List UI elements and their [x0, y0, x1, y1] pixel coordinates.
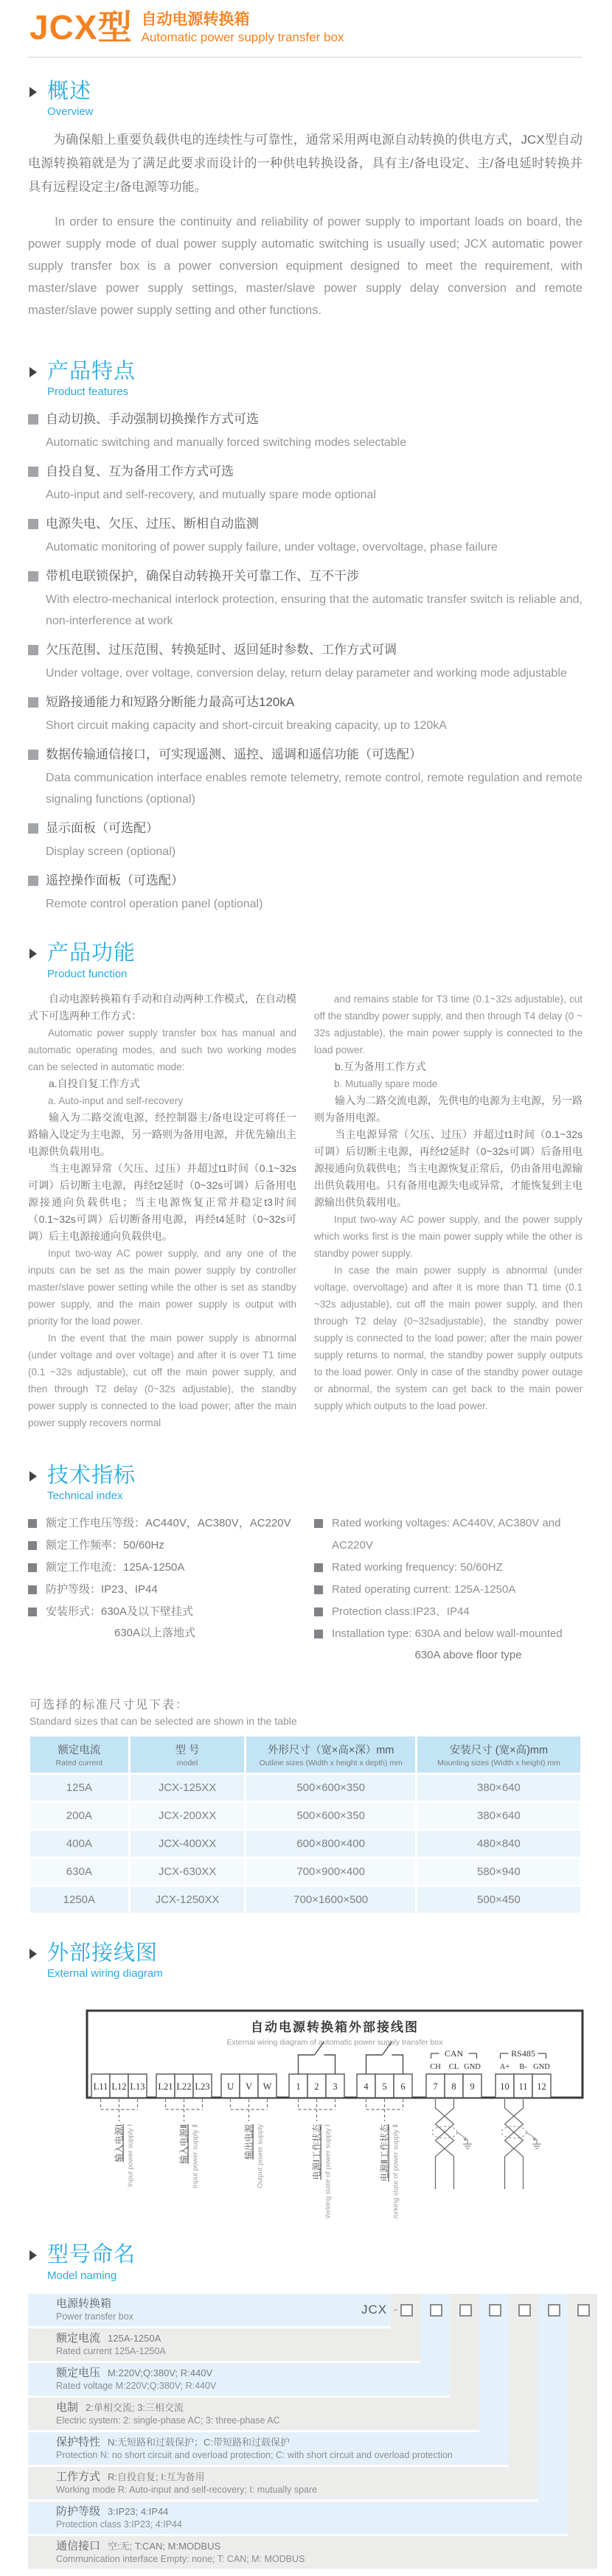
- bus-pin-label: A+: [499, 2063, 510, 2072]
- terminal-label: L23: [195, 2081, 210, 2092]
- naming-row-value-cn: 空:无; T:CAN; M:MODBUS: [108, 2540, 221, 2552]
- wiring-box-title-cn: 自动电源转换箱外部接线图: [251, 2020, 419, 2035]
- product-title-cn: 自动电源转换箱: [141, 11, 250, 28]
- wire-group-label-cn: 电源Ⅰ工作状态: [311, 2124, 322, 2180]
- sizes-note-en: Standard sizes that can be selected are shown in the table: [29, 1714, 297, 1727]
- naming-dash: -: [394, 2303, 397, 2316]
- wire-group-label-cn: 输入电源Ⅰ: [114, 2124, 125, 2163]
- naming-row-label-cn: 防护等级 3:IP23; 4:IP44: [56, 2505, 169, 2518]
- naming-row: [28, 2536, 597, 2569]
- table-cell: 500×450: [417, 1887, 580, 1913]
- naming-code-box: [430, 2304, 442, 2317]
- terminal-label: U: [226, 2081, 234, 2092]
- function-paragraph-en: b. Mutually spare mode: [334, 1078, 438, 1089]
- feature-text-cn: 欠压范围、过压范围、转换延时、返回延时参数、工作方式可调: [28, 639, 583, 661]
- feature-item: [28, 870, 583, 915]
- feature-item: [28, 817, 583, 862]
- feature-text-en: Automatic switching and manually forced switching modes selectable: [46, 436, 407, 450]
- naming-row-label-cn: 电制 2:单相交流; 3:三相交流: [56, 2401, 184, 2414]
- terminal-label: L11: [93, 2081, 108, 2092]
- sizes-column-header: [417, 1736, 580, 1773]
- section-wiring-heading: [28, 1941, 583, 1980]
- bullet-square-icon: [28, 1541, 37, 1550]
- bus-name-label: RS485: [511, 2048, 535, 2059]
- naming-row-label-en: Protection class 3:IP23; 4:IP44: [56, 2519, 182, 2530]
- bullet-square-icon: [314, 1519, 323, 1528]
- function-paragraph-en: Input two-way AC power supply, and the power supply which works first is the main power supply while the other is standby power supply.: [314, 1213, 583, 1259]
- table-cell: JCX-200XX: [131, 1803, 245, 1829]
- naming-row-label: [56, 2297, 133, 2323]
- sizes-column-header: [131, 1736, 245, 1773]
- naming-row: [28, 2294, 391, 2326]
- naming-row-label: [56, 2539, 305, 2566]
- standard-sizes-table: [28, 1734, 583, 1915]
- feature-text-en: Display screen (optional): [46, 845, 176, 859]
- terminal-label: 5: [382, 2081, 387, 2092]
- product-title-en: Automatic power supply transfer box: [141, 30, 344, 45]
- technical-index-item: Rated operating current: 125A-1250A: [314, 1579, 583, 1601]
- sizes-table-header-row: [30, 1736, 580, 1773]
- feature-text-cn: 自投自复、互为备用工作方式可选: [28, 461, 583, 483]
- feature-item: [28, 408, 583, 453]
- section-technical-heading: [28, 1464, 583, 1502]
- table-row: [30, 1859, 580, 1885]
- feature-text-en: Under voltage, over voltage, conversion delay, return delay parameter and working mode adjustable: [46, 667, 567, 680]
- sizes-header-en: Rated current: [55, 1758, 103, 1767]
- table-cell: 700×900×400: [246, 1859, 414, 1885]
- feature-text-en: Automatic monitoring of power supply failure, under voltage, overvoltage, phase failure: [46, 541, 498, 554]
- terminal-label: 1: [296, 2081, 301, 2092]
- technical-index-item: 防护等级：IP23、IP44: [28, 1579, 296, 1601]
- table-cell: 480×840: [417, 1831, 580, 1857]
- section-features-heading: [28, 360, 583, 398]
- bullet-square-icon: [28, 467, 38, 477]
- technical-index-item: Rated working frequency: 50/60HZ: [314, 1557, 583, 1579]
- section-naming-heading: [28, 2243, 583, 2281]
- naming-row-label-en: Rated current 125A-1250A: [56, 2345, 166, 2356]
- product-model-title: JCX型: [29, 8, 133, 46]
- twisted-pair-wire: [505, 2099, 524, 2189]
- naming-row-label: [56, 2401, 280, 2427]
- naming-row-label: [56, 2505, 182, 2531]
- table-cell: 600×800×400: [246, 1831, 414, 1857]
- table-row: [30, 1775, 580, 1801]
- technical-column-en: [314, 1512, 583, 1666]
- terminal-label: 11: [518, 2081, 528, 2092]
- technical-index-item: 安装形式：630A及以下壁挂式: [28, 1601, 296, 1623]
- table-cell: 500×600×350: [246, 1775, 414, 1801]
- bus-pin-label: B-: [519, 2063, 527, 2072]
- table-row: [30, 1831, 580, 1857]
- section-arrow-icon: [29, 1471, 37, 1481]
- terminal-label: 9: [470, 2081, 475, 2092]
- function-columns: [28, 991, 583, 1431]
- naming-code-box: [400, 2304, 413, 2317]
- overview-heading-cn: 概述: [47, 79, 92, 103]
- naming-row-label-en: Electric system: 2: single-phase AC; 3: three-phase AC: [56, 2415, 280, 2426]
- bullet-square-icon: [28, 876, 38, 886]
- sizes-header-cn: 额定电流: [58, 1744, 101, 1756]
- features-list: [28, 408, 583, 915]
- feature-item: [28, 744, 583, 810]
- naming-row: [28, 2502, 568, 2534]
- technical-index-item: 额定工作电流：125A-1250A: [28, 1557, 296, 1579]
- naming-row-label-cn: 工作方式 R:自投自复; I:互为备用: [56, 2470, 205, 2483]
- product-title-block: [141, 9, 344, 46]
- wire-group-label-cn: 输入电源Ⅱ: [178, 2124, 189, 2165]
- bullet-square-icon: [314, 1563, 323, 1572]
- feature-item: [28, 513, 583, 558]
- wiring-diagram-svg: [86, 1992, 584, 2219]
- table-cell: JCX-125XX: [131, 1775, 245, 1801]
- terminal-label: 6: [400, 2081, 406, 2092]
- technical-column-cn: [28, 1512, 296, 1666]
- bus-name-label: CAN: [444, 2048, 464, 2059]
- function-paragraph-en: In the event that the main power supply is abnormal (under voltage and over voltage) and after it is over T1 time (0.1 ~32s adjustable), cut off the main power supply, and then through T2 delay (0~32s adjustable), the standby power supply is connected to the load power; after the main power supply recovers normal: [28, 1332, 296, 1428]
- naming-row: [28, 2328, 420, 2361]
- bus-pin-label: GND: [533, 2063, 550, 2072]
- sizes-header-en: model: [176, 1758, 198, 1767]
- feature-text-cn: 带机电联锁保护，确保自动转换开关可靠工作、互不干涉: [28, 565, 583, 587]
- sizes-header-cn: 外形尺寸（宽×高×深）mm: [267, 1744, 394, 1756]
- wire-group-label-en: Input power supply Ⅰ: [126, 2124, 135, 2188]
- overview-heading-en: Overview: [47, 105, 94, 118]
- twisted-pair-wire: [505, 2099, 524, 2189]
- sizes-header-en: Mounting sizes (Width x height) mm: [437, 1758, 560, 1767]
- wire-group-label-en: Input power supply Ⅱ: [191, 2124, 200, 2189]
- naming-row-value-cn: 3:IP23; 4:IP44: [108, 2505, 169, 2517]
- feature-text-cn: 数据传输通信接口，可实现遥测、遥控、遥调和遥信功能（可选配）: [28, 744, 583, 766]
- bullet-square-icon: [28, 414, 38, 425]
- table-cell: 1250A: [30, 1887, 128, 1913]
- feature-item: [28, 565, 583, 632]
- section-arrow-icon: [29, 2250, 37, 2261]
- twisted-pair-wire: [436, 2099, 454, 2189]
- technical-index-subline: 630A above floor type: [414, 1648, 522, 1661]
- sizes-column-header: [30, 1736, 128, 1773]
- naming-row: [28, 2467, 538, 2499]
- naming-code-box: [518, 2304, 531, 2317]
- table-cell: 380×640: [417, 1803, 580, 1829]
- wire-group-label-en: Working state of power supply Ⅰ: [324, 2124, 333, 2219]
- page-header: [28, 0, 583, 46]
- table-cell: JCX-630XX: [131, 1859, 245, 1885]
- table-cell: 580×940: [417, 1859, 580, 1885]
- naming-row-value-cn: M:220V;Q:380V; R:440V: [108, 2367, 213, 2378]
- terminal-label: 3: [333, 2081, 338, 2092]
- function-paragraph-cn: 当主电源异常（欠压、过压）并超过t1时间（0.1~32s可调）后切断主电源，再经t2延时（0~32s可调）后备用电源接通向负载供电；当主电源恢复正常并稳定t3时间（0.1~32s可调）后切断备用电源，再经t4延时（0~32s可调）后主电源接通向负载供电。: [28, 1162, 296, 1242]
- table-row: [30, 1803, 580, 1829]
- function-paragraph-cn: 当主电源异常（欠压、过压）并超过t1时间（0.1~32s可调）后切断主电源，再经t2延时（0~32s可调）后备用电源接通向负载供电；当主电源恢复正常后，仍由备用电源输出供负载用电。只有备用电源失电或异常，才能恢复到主电源输出供负载用电。: [314, 1128, 583, 1208]
- technical-columns: [28, 1512, 583, 1666]
- function-paragraph-en: Input two-way AC power supply, and any one of the inputs can be set as the main power supply by controller master/slave power setting while the other is set as standby power supply, and the main power supply is output with priority for the load power.: [28, 1247, 296, 1327]
- feature-text-cn: 显示面板（可选配）: [28, 817, 583, 840]
- sizes-column-header: [246, 1736, 414, 1773]
- terminal-label: L13: [130, 2081, 145, 2092]
- table-cell: 380×640: [417, 1775, 580, 1801]
- overview-paragraph-en: In order to ensure the continuity and reliability of power supply to important loads on board, the power supply mode of dual power supply automatic switching is usually used; JCX automatic power supply transfer box is a power conversion equipment designed to meet the requirement, with master/slave power supply settings, master/slave power supply delay conversion and remote master/slave power supply setting and other functions.: [28, 214, 583, 317]
- wire-group-label-cn: 电源Ⅱ工作状态: [379, 2124, 390, 2182]
- bullet-square-icon: [314, 1608, 323, 1616]
- technical-heading-en: Technical index: [47, 1489, 123, 1502]
- bullet-square-icon: [314, 1585, 323, 1594]
- wiring-box-title-en: External wiring diagram of automatic power supply transfer box: [226, 2038, 443, 2048]
- function-paragraph-cn: b.互为备用工作方式: [335, 1060, 426, 1072]
- naming-row-label-cn: 额定电压 M:220V;Q:380V; R:440V: [56, 2366, 213, 2379]
- naming-row-label-en: Working mode R: Auto-input and self-recovery; I: mutually spare: [56, 2484, 318, 2495]
- function-column-right: [314, 991, 583, 1431]
- bus-pin-label: CH: [430, 2063, 441, 2072]
- terminal-label: L22: [176, 2081, 192, 2092]
- bullet-square-icon: [28, 519, 38, 529]
- bullet-square-icon: [28, 1585, 37, 1594]
- feature-item: [28, 691, 583, 736]
- feature-text-en: Short circuit making capacity and short-circuit breaking capacity, up to 120kA: [46, 719, 447, 733]
- overview-paragraph-cn: 为确保船上重要负载供电的连续性与可靠性，通常采用两电源自动转换的供电方式，JCX型自动电源转换箱就是为了满足此要求而设计的一种供电转换设备，具有主/备电设定、主/备电延时转换并具有远程设定主/备电源等功能。: [28, 132, 583, 194]
- naming-row-label: [56, 2366, 216, 2392]
- sizes-header-cn: 安装尺寸 (宽×高)mm: [449, 1744, 549, 1756]
- section-function-heading: [28, 941, 583, 980]
- feature-text-en: Remote control operation panel (optional): [46, 898, 263, 911]
- naming-row-label: [56, 2331, 166, 2358]
- wire-group-label-en: Output power supply: [256, 2124, 265, 2189]
- section-arrow-icon: [29, 949, 37, 959]
- naming-row: [28, 2432, 509, 2465]
- naming-step-column: [568, 2294, 597, 2569]
- features-heading-en: Product features: [47, 385, 129, 399]
- terminal-label: 7: [433, 2081, 438, 2092]
- bullet-square-icon: [28, 1563, 37, 1572]
- naming-code-box: [548, 2304, 560, 2317]
- feature-text-cn: 短路接通能力和短路分断能力最高可达120kA: [28, 691, 583, 713]
- feature-text-en: Auto-input and self-recovery, and mutually spare mode optional: [46, 489, 376, 502]
- function-paragraph-cn: 自动电源转换箱有手动和自动两种工作模式，在自动模式下可选两种工作方式：: [28, 992, 296, 1022]
- naming-row-label-en: Communication interface Empty: none; T: CAN; M: MODBUS: [56, 2553, 305, 2564]
- naming-row: [28, 2398, 479, 2430]
- naming-row-label-cn: 通信接口 空:无; T:CAN; M:MODBUS: [56, 2539, 221, 2552]
- wire-group-label-cn: 输出电源: [243, 2124, 254, 2160]
- bullet-square-icon: [28, 1608, 37, 1616]
- technical-index-item: 额定工作电压等级：AC440V，AC380V，AC220V: [28, 1512, 296, 1535]
- wire-group-label-en: Working state of power supply Ⅱ: [392, 2124, 400, 2219]
- terminal-label: 12: [537, 2081, 546, 2092]
- bus-pin-label: GND: [464, 2063, 481, 2072]
- sizes-header-en: Outline sizes (Width x height x depth) mm: [259, 1758, 403, 1767]
- feature-text-en: With electro-mechanical interlock protection, ensuring that the automatic transfer switch is reliable and, non-interference at work: [46, 593, 583, 628]
- section-arrow-icon: [29, 1949, 37, 1959]
- section-arrow-icon: [29, 367, 37, 377]
- function-heading-en: Product function: [47, 967, 128, 980]
- technical-index-item: Protection class:IP23、IP44: [314, 1601, 583, 1623]
- naming-row-label: [56, 2470, 317, 2496]
- feature-item: [28, 461, 583, 506]
- naming-row-label-cn: 保护特性 N:无短路和过载保护；C:带短路和过载保护: [56, 2435, 291, 2448]
- terminal-label: W: [262, 2081, 272, 2092]
- table-cell: 400A: [30, 1831, 128, 1857]
- table-cell: JCX-1250XX: [131, 1887, 245, 1913]
- function-paragraph-cn: 输入为二路交流电源，先供电的电源为主电源，另一路则为备用电源。: [314, 1094, 583, 1123]
- technical-heading-cn: 技术指标: [47, 1463, 136, 1487]
- bullet-square-icon: [28, 1519, 37, 1528]
- function-paragraph-cn: a.自投自复工作方式: [49, 1077, 140, 1089]
- bullet-square-icon: [28, 697, 38, 708]
- bullet-square-icon: [314, 1630, 323, 1638]
- function-paragraph-en: a. Auto-input and self-recovery: [48, 1095, 184, 1106]
- table-cell: 700×1600×500: [246, 1887, 414, 1913]
- naming-row: [28, 2363, 450, 2395]
- naming-prefix: JCX: [361, 2302, 388, 2317]
- function-paragraph-en: Automatic power supply transfer box has manual and automatic operating modes, and such two working modes can be selected in automatic mode:: [28, 1027, 296, 1072]
- technical-index-item: Installation type: 630A and below wall-mounted: [314, 1623, 583, 1645]
- table-cell: 630A: [30, 1859, 128, 1885]
- section-arrow-icon: [29, 87, 37, 97]
- naming-code-box: [459, 2304, 472, 2317]
- bullet-square-icon: [28, 571, 38, 582]
- terminal-label: L12: [111, 2081, 127, 2092]
- section-overview-heading: [28, 80, 583, 118]
- naming-row-value-cn: R:自投自复; I:互为备用: [108, 2471, 205, 2482]
- function-heading-cn: 产品功能: [47, 941, 136, 966]
- naming-row-label-en: Power transfer box: [56, 2311, 133, 2322]
- table-row: [30, 1887, 580, 1913]
- feature-item: [28, 639, 583, 684]
- naming-row-label-en: Rated voltage M:220V;Q:380V; R:440V: [56, 2380, 217, 2391]
- terminal-label: 10: [500, 2081, 510, 2092]
- naming-row-label-cn: 电源转换箱: [56, 2297, 112, 2310]
- terminal-label: V: [245, 2081, 253, 2092]
- function-paragraph-cn: 输入为二路交流电源，经控制器主/备电设定可将任一路输入设定为主电源，另一路则为备用电源，并优先输出主电源供负载用电。: [28, 1111, 296, 1157]
- table-cell: 125A: [30, 1775, 128, 1801]
- wiring-heading-en: External wiring diagram: [47, 1967, 163, 1980]
- twisted-pair-wire: [436, 2099, 454, 2189]
- naming-code-box: [489, 2304, 501, 2317]
- table-cell: 500×600×350: [246, 1803, 414, 1829]
- naming-row-value-cn: 125A-1250A: [108, 2332, 161, 2344]
- technical-index-item: Rated working voltages: AC440V, AC380V and AC220V: [314, 1512, 583, 1557]
- bus-pin-label: CL: [448, 2063, 459, 2072]
- table-cell: 200A: [30, 1803, 128, 1829]
- bullet-square-icon: [28, 750, 38, 760]
- naming-step-column: [538, 2294, 568, 2534]
- sizes-header-cn: 型 号: [175, 1744, 200, 1756]
- naming-row-label-cn: 额定电流 125A-1250A: [56, 2331, 161, 2345]
- bullet-square-icon: [28, 645, 38, 655]
- wiring-diagram: [86, 1992, 583, 2222]
- terminal-label: 8: [451, 2081, 456, 2092]
- wiring-heading-cn: 外部接线图: [47, 1941, 159, 1965]
- table-cell: JCX-400XX: [131, 1831, 245, 1857]
- function-column-left: [28, 991, 296, 1431]
- naming-row-value-cn: 2:单相交流; 3:三相交流: [86, 2401, 184, 2413]
- feature-text-en: Data communication interface enables remote telemetry, remote control, remote regulation and remote signaling functions (optional): [46, 772, 583, 806]
- naming-heading-cn: 型号命名: [47, 2243, 136, 2267]
- naming-row-label: [56, 2435, 453, 2462]
- feature-text-cn: 自动切换、手动强制切换操作方式可选: [28, 408, 583, 430]
- naming-heading-en: Model naming: [47, 2269, 117, 2282]
- naming-row-label-en: Protection N: no short circuit and overload protection; C: with short circuit and overload protection: [56, 2449, 453, 2460]
- terminal-label: 4: [364, 2081, 369, 2092]
- terminal-label: 2: [314, 2081, 319, 2092]
- sizes-note-cn: 可选择的标准尺寸见下表：: [29, 1698, 189, 1711]
- feature-text-cn: 电源失电、欠压、过压、断相自动监测: [28, 513, 583, 535]
- technical-index-item: 额定工作频率：50/60Hz: [28, 1535, 296, 1557]
- function-paragraph-en: In case the main power supply is abnormal (under voltage, overvoltage) and after it is more than T1 time (0.1 ~32s adjustable), cut off the main power supply, and then through T2 delay (0~32sadjustable), the standby power supply is connected to the load power; after the main power supply returns to normal, the standby power supply outputs to the load power. Only in case of the standby power outage or abnormal, the system can get back to the main power supply which outputs to the load power.: [314, 1264, 583, 1411]
- terminal-label: L21: [158, 2081, 173, 2092]
- bullet-square-icon: [28, 823, 38, 834]
- feature-text-cn: 遥控操作面板（可选配）: [28, 870, 583, 892]
- technical-index-subline: 630A以上落地式: [114, 1626, 196, 1639]
- function-paragraph-en: and remains stable for T3 time (0.1~32s adjustable), cut off the standby power supply, and then through T4 delay (0 ~ 32s adjustable), the main power supply is connected to the load power.: [314, 993, 583, 1055]
- naming-row-value-cn: N:无短路和过载保护；C:带短路和过载保护: [108, 2436, 291, 2448]
- features-heading-cn: 产品特点: [47, 359, 136, 383]
- model-naming-diagram: [28, 2294, 588, 2569]
- naming-code-box: [577, 2304, 590, 2317]
